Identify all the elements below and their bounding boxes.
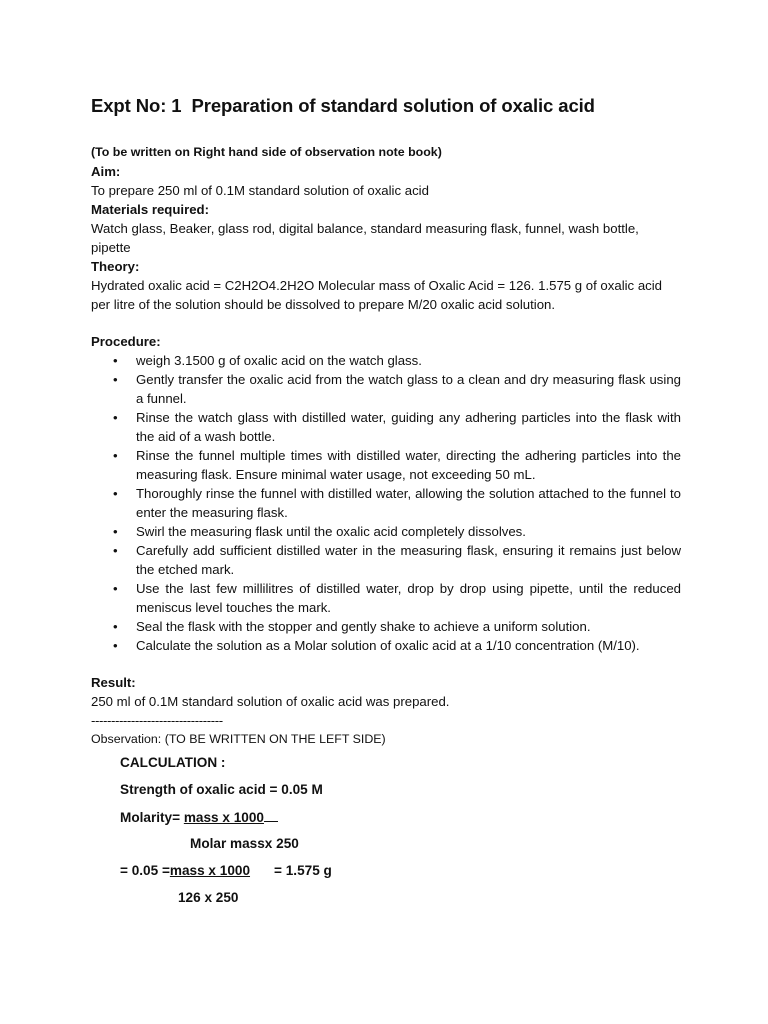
equation-numerator: mass x 1000 [169,863,251,878]
theory-text: Hydrated oxalic acid = C2H2O4.2H2O Molecular mass of Oxalic Acid = 126. 1.575 g of oxalic acid per litre of the solution should be dissolved to prepare M/20 oxalic acid solution. [91,278,663,312]
experiment-number: Expt No: 1 [91,95,182,116]
separator-line: --------------------------------- [91,713,223,728]
theory-label: Theory: [91,259,140,274]
equation-line [120,863,332,878]
underline-tail [264,809,278,822]
spacer [91,314,681,332]
list-item [91,351,681,370]
document-body [91,143,681,749]
molarity-denominator: Molar massx 250 [190,836,299,851]
procedure-step: Rinse the funnel multiple times with distilled water, directing the adhering particles into the measuring flask. Ensure minimal water usage, not exceeding 50 mL. [136,448,681,482]
bullet: • [113,410,118,425]
procedure-label: Procedure: [91,334,161,349]
list-item [91,408,681,446]
strength-line: Strength of oxalic acid = 0.05 M [120,782,323,797]
bullet: • [113,353,118,368]
procedure-step: Thoroughly rinse the funnel with distilled water, allowing the solution attached to the funnel to enter the measuring flask. [136,486,681,520]
list-item [91,522,681,541]
aim-label: Aim: [91,164,121,179]
list-item [91,541,681,579]
procedure-step: Swirl the measuring flask until the oxalic acid completely dissolves. [136,524,526,539]
aim-text: To prepare 250 ml of 0.1M standard solution of oxalic acid [91,183,429,198]
bullet: • [113,448,118,463]
observation-note: Observation: (TO BE WRITTEN ON THE LEFT SIDE) [91,732,386,746]
procedure-step: Calculate the solution as a Molar solution of oxalic acid at a 1/10 concentration (M/10). [136,638,640,653]
procedure-step: Seal the flask with the stopper and gently shake to achieve a uniform solution. [136,619,591,634]
bullet: • [113,638,118,653]
result-text: 250 ml of 0.1M standard solution of oxalic acid was prepared. [91,694,450,709]
right-side-note: (To be written on Right hand side of observation note book) [91,145,442,159]
list-item [91,617,681,636]
calculation-heading: CALCULATION : [120,755,226,770]
materials-text: Watch glass, Beaker, glass rod, digital balance, standard measuring flask, funnel, wash bottle, pipette [91,221,639,255]
equation-result: = 1.575 g [274,863,332,878]
list-item [91,484,681,522]
list-item [91,370,681,408]
procedure-step: Gently transfer the oxalic acid from the watch glass to a clean and dry measuring flask using a funnel. [136,372,681,406]
procedure-step: weigh 3.1500 g of oxalic acid on the watch glass. [136,353,422,368]
bullet: • [113,372,118,387]
materials-label: Materials required: [91,202,209,217]
experiment-heading: Preparation of standard solution of oxalic acid [191,95,595,116]
procedure-step: Use the last few millilitres of distilled water, drop by drop using pipette, until the reduced meniscus level touches the mark. [136,581,681,615]
list-item [91,579,681,617]
procedure-step: Rinse the watch glass with distilled water, guiding any adhering particles into the flask with the aid of a wash bottle. [136,410,681,444]
list-item [91,446,681,484]
list-item [91,636,681,655]
spacer [91,655,681,673]
bullet: • [113,581,118,596]
procedure-list [91,351,681,655]
bullet: • [113,619,118,634]
result-label: Result: [91,675,136,690]
bullet: • [113,543,118,558]
equation-denominator: 126 x 250 [178,890,239,905]
molarity-numerator: mass x 1000 [183,810,264,825]
molarity-label: Molarity= [120,810,181,825]
procedure-step: Carefully add sufficient distilled water in the measuring flask, ensuring it remains just below the etched mark. [136,543,681,577]
page-title [91,95,595,117]
bullet: • [113,486,118,501]
molarity-line [120,809,278,825]
equation-prefix: = 0.05 = [120,863,170,878]
bullet: • [113,524,118,539]
